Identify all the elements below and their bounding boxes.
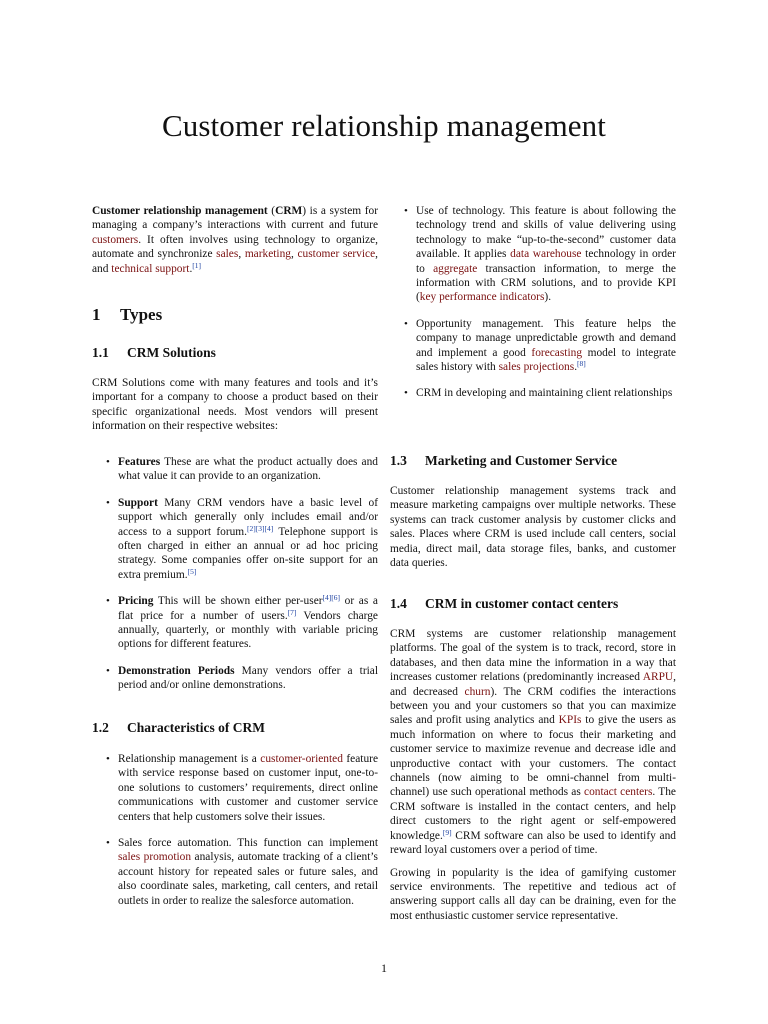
link-forecasting[interactable]: forecasting [531,346,583,359]
link-marketing[interactable]: marketing [244,248,291,261]
crm-solutions-paragraph: CRM Solutions come with many features and tools and it’s important for a company to choose a product based on their specific organizational needs. Most vendors will present information on their respective websites: [92,377,378,433]
list-item: • Features These are what the product actually does and what value it can provide to an organization. [92,455,378,484]
subsection-heading-crm-solutions: 1.1 CRM Solutions [92,345,216,360]
link-sales-promotion[interactable]: sales promotion [118,851,192,864]
citation[interactable]: [8] [577,359,586,369]
link-contact-centers[interactable]: contact centers [584,786,653,799]
subsection-heading-contact-centers: 1.4 CRM in customer contact centers [390,596,619,611]
contact-centers-paragraph-2: Growing in popularity is the idea of gamifying customer service environments. The repetitive and tedious act of answering support calls all day can be draining, even for the most enthusiastic customer service representative. [390,866,676,922]
page-title: Customer relationship management [162,108,606,143]
section-heading-types: 1 Types [92,305,163,324]
link-customer-service[interactable]: customer service [297,248,376,261]
link-sales-projections[interactable]: sales projections [498,361,575,374]
link-technical-support[interactable]: technical support [111,262,190,275]
list-item: • Pricing This will be shown either per-user[4][6] or as a flat price for a number of users.[7] Vendors charge annually, quarterly, or monthly with variable pricing options for different features. [92,594,378,652]
citation[interactable]: [9] [442,827,452,837]
citation[interactable]: [7] [287,607,297,617]
crm-solutions-list [92,455,378,705]
contact-centers-paragraph-1: CRM systems are customer relationship management platforms. The goal of the system is to track, record, store in databases, and then data mine the information in a way that increases customer relations (predominantly increased ARPU, and decreased churn). The CRM codifies the interactions between you and your customers so that you can maximize sales and profit using analytics and KPIs to give the users as much information on where to focus their marketing and customer service to maximize revenue and decrease idle and unproductive contact with your customers. The contact channels (now aiming to be omni-channel from multi-channel) use such operational methods as contact centers. The CRM software is installed in the contact centers, and help direct customers to the right agent or self-empowered knowledge.[9] CRM software can also be used to identify and reward loyal customers over a period of time. [390,628,676,857]
link-data-warehouse[interactable]: data warehouse [510,248,582,261]
list-item: • Use of technology. This feature is about following the technology trend and skills of value delivering using technology to make “up-to-the-second” customer data available. It applies data warehouse technology in order to aggregate transaction information, to merge the information with CRM solutions, and to provide KPI (key performance indicators). [390,204,676,305]
list-item: • CRM in developing and maintaining client relationships [390,386,676,400]
link-aggregate[interactable]: aggregate [433,262,478,275]
link-churn[interactable]: churn [464,685,491,698]
link-kpis[interactable]: KPIs [558,714,582,727]
characteristics-list [92,752,378,920]
page-number: 1 [381,961,387,975]
subsection-heading-characteristics: 1.2 Characteristics of CRM [92,720,265,735]
link-sales[interactable]: sales [216,248,239,261]
link-arpu[interactable]: ARPU [642,671,674,684]
list-item: • Relationship management is a customer-oriented feature with service response based on customer input, one-to-one solutions to customers’ requirements, direct online communications with customer and customer service centers that help customers solve their issues. [92,752,378,824]
intro-paragraph: Customer relationship management (CRM) is a system for managing a company’s interactions with current and future customers. It often involves using technology to organize, automate and synchronize sales, marketing, customer service, and technical support.[1] [92,205,379,275]
citation[interactable]: [5] [187,566,197,576]
citation[interactable]: [4][6] [322,593,341,603]
link-customers[interactable]: customers [92,233,139,246]
marketing-paragraph: Customer relationship management systems track and measure marketing campaigns over multiple networks. These systems can track customer analysis by customer clicks and sales. Places where CRM is used include call centers, social media, direct mail, data storage files, banks, and customer data queries. [390,485,676,570]
characteristics-list-continued [390,204,676,413]
link-key-performance-indicators[interactable]: key performance indicators [419,291,545,304]
list-item: • Demonstration Periods Many vendors offer a trial period and/or online demonstrations. [92,664,378,693]
citation[interactable]: [2][3][4] [247,523,274,533]
citation[interactable]: [1] [192,260,202,270]
contact-centers-text [390,627,676,931]
list-item: • Support Many CRM vendors have a basic level of support which generally only includes email and/or access to a support forum.[2][3][4] Telephone support is often charged in either an annual or ad hoc pricing strategy. Some companies offer on-site support for an extra premium.[5] [92,496,378,582]
link-customer-oriented[interactable]: customer-oriented [260,753,343,765]
list-item: • Sales force automation. This function can implement sales promotion analysis, automate tracking of a client’s account history for repeated sales or future sales, and also coordinate sales, marketing, call centers, and retail outlets in order to realize the salesforce automation. [92,836,378,908]
list-item: • Opportunity management. This feature helps the company to manage unpredictable growth and demand and implement a good forecasting model to integrate sales history with sales projections.[8] [390,317,676,375]
subsection-heading-marketing: 1.3 Marketing and Customer Service [390,453,618,468]
